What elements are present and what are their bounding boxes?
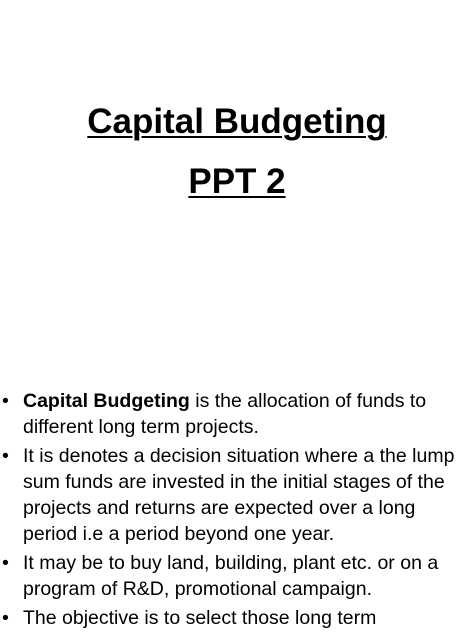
bullet-text: It is denotes a decision situation where a the lump sum funds are invested in the initial stages of the projects and returns are expected over a long period i.e a period beyond one year. (23, 445, 455, 545)
slide-title-line-2: PPT 2 (188, 162, 286, 201)
bullet-text: is the allocation of funds to different long term projects. (23, 390, 427, 438)
bullet-icon: • (2, 445, 9, 467)
bullet-item (0, 605, 474, 631)
bullet-item (0, 443, 474, 547)
bullet-item (0, 388, 474, 440)
bullet-icon: • (2, 607, 9, 629)
bullet-text: The objective is to select those long term (23, 607, 377, 629)
bullet-term: Capital Budgeting (23, 390, 190, 412)
bullet-icon: • (2, 390, 9, 412)
slide-title (0, 92, 474, 212)
bullet-item (0, 550, 474, 602)
bullet-icon: • (2, 552, 9, 574)
bullet-list (0, 388, 474, 632)
bullet-text: It may be to buy land, building, plant etc. or on a program of R&D, promotional campaign. (23, 552, 439, 600)
slide-title-line-1: Capital Budgeting (87, 102, 387, 141)
